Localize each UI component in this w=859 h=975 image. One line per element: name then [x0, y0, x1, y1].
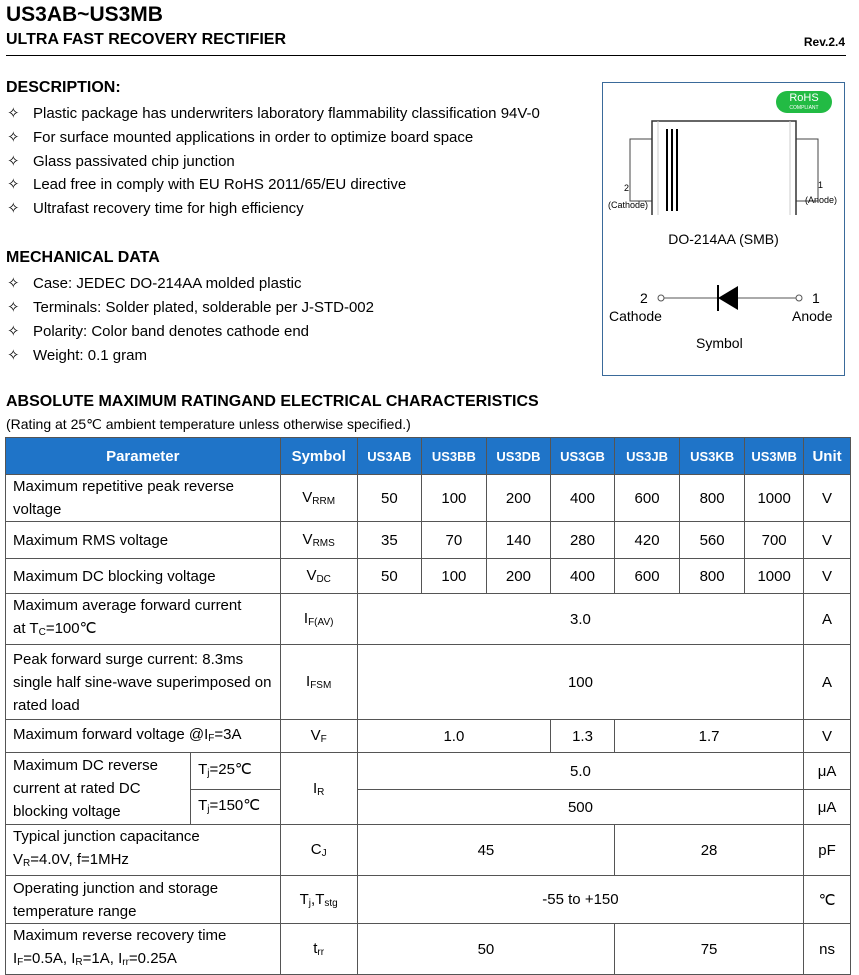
header-part: US3BB — [421, 438, 486, 475]
unit-cell: V — [804, 720, 851, 753]
param-cell: Maximum repetitive peak reverse voltage — [6, 475, 281, 522]
value-cell: 1000 — [745, 559, 804, 594]
unit-cell: μA — [804, 790, 851, 825]
unit-cell: ℃ — [804, 876, 851, 924]
value-cell: 560 — [680, 522, 745, 559]
unit-cell: A — [804, 594, 851, 645]
value-cell: 400 — [550, 559, 614, 594]
value-cell: -55 to +150 — [357, 876, 803, 924]
value-cell: 1.3 — [550, 720, 614, 753]
param-cell: Typical junction capacitance $V_R=4.0V$, f=1MHz — [6, 825, 281, 876]
mechanical-item: ✧ Weight: 0.1 gram — [7, 347, 147, 364]
value-cell: 400 — [550, 475, 614, 522]
symbol-cell: $T_j,T_{stg}$ — [280, 876, 357, 924]
symbol-cell: $C_J$ — [280, 825, 357, 876]
bullet-icon: ✧ — [7, 275, 20, 292]
symbol-cell: $I_{F(AV)}$ — [280, 594, 357, 645]
symbol-pin2-number: 2 — [640, 290, 648, 306]
param-cell: Maximum average forward current at $T_C=100℃$ — [6, 594, 281, 645]
table-row — [6, 924, 851, 975]
unit-cell: V — [804, 522, 851, 559]
condition-cell: $T_j=150℃$ — [191, 790, 280, 825]
value-cell: 800 — [680, 559, 745, 594]
mechanical-item: ✧ Polarity: Color band denotes cathode end — [7, 323, 310, 340]
header-part: US3GB — [550, 438, 614, 475]
bullet-icon: ✧ — [7, 299, 20, 316]
page-title: US3AB~US3MB — [6, 3, 163, 26]
description-item: ✧ For surface mounted applications in order to optimize board space — [7, 129, 474, 146]
pin1-name: (Anode) — [805, 195, 838, 205]
mechanical-item: ✧ Case: JEDEC DO-214AA molded plastic — [7, 275, 302, 292]
symbol-cell: $t_{rr}$ — [280, 924, 357, 975]
param-cell: Maximum DC reverse current at rated DC blocking voltage — [6, 753, 191, 825]
table-header-row — [6, 438, 851, 475]
value-cell: 28 — [615, 825, 804, 876]
unit-cell: A — [804, 645, 851, 720]
description-item: ✧ Plastic package has underwriters laboratory flammability classification 94V-0 — [7, 105, 540, 122]
description-item: ✧ Glass passivated chip junction — [7, 153, 235, 170]
package-name: DO-214AA (SMB) — [668, 231, 779, 247]
param-cell: Operating junction and storage temperature range — [6, 876, 281, 924]
bullet-icon: ✧ — [7, 200, 20, 217]
description-heading: DESCRIPTION: — [6, 79, 121, 96]
param-cell: Maximum RMS voltage — [6, 522, 281, 559]
table-row — [6, 645, 851, 720]
ratings-note: (Rating at 25℃ ambient temperature unless otherwise specified.) — [6, 416, 411, 432]
header-unit: Unit — [804, 438, 851, 475]
table-row — [6, 753, 851, 790]
header-divider — [6, 55, 846, 56]
table-row — [6, 594, 851, 645]
value-cell: 75 — [615, 924, 804, 975]
header-symbol: Symbol — [280, 438, 357, 475]
symbol-cell: $V_F$ — [280, 720, 357, 753]
value-cell: 700 — [745, 522, 804, 559]
symbol-cell: $V_{RRM}$ — [280, 475, 357, 522]
pin1-number: 1 — [818, 180, 824, 190]
description-item: ✧ Ultrafast recovery time for high efficiency — [7, 200, 304, 217]
table-row — [6, 475, 851, 522]
value-cell: 420 — [615, 522, 680, 559]
header-part: US3JB — [615, 438, 680, 475]
page-subtitle: ULTRA FAST RECOVERY RECTIFIER — [6, 31, 287, 48]
value-cell: 1.7 — [615, 720, 804, 753]
symbol-cell: $V_{RMS}$ — [280, 522, 357, 559]
unit-cell: μA — [804, 753, 851, 790]
bullet-icon: ✧ — [7, 105, 20, 122]
value-cell: 600 — [615, 475, 680, 522]
pin2-number: 2 — [624, 183, 630, 193]
symbol-cell: $I_R$ — [280, 753, 357, 825]
mechanical-heading: MECHANICAL DATA — [6, 249, 160, 266]
mechanical-item: ✧ Terminals: Solder plated, solderable per J-STD-002 — [7, 299, 374, 316]
description-item: ✧ Lead free in comply with EU RoHS 2011/65/EU directive — [7, 176, 407, 193]
value-cell: 35 — [357, 522, 421, 559]
header-part: US3AB — [357, 438, 421, 475]
bullet-icon: ✧ — [7, 153, 20, 170]
symbol-pin2-name: Cathode — [609, 308, 662, 324]
symbol-pin1-name: Anode — [792, 308, 833, 324]
symbol-label: Symbol — [696, 335, 743, 351]
value-cell: 50 — [357, 559, 421, 594]
symbol-pin1-number: 1 — [812, 290, 820, 306]
diode-symbol-icon — [655, 282, 805, 314]
value-cell: 1.0 — [357, 720, 550, 753]
header-part: US3KB — [680, 438, 745, 475]
value-cell: 200 — [486, 559, 550, 594]
bullet-icon: ✧ — [7, 347, 20, 364]
condition-cell: $T_j=25℃$ — [191, 753, 280, 790]
ratings-title: ABSOLUTE MAXIMUM RATINGAND ELECTRICAL CHARACTERISTICS — [6, 393, 539, 410]
ratings-table — [5, 437, 851, 975]
value-cell: 100 — [357, 645, 803, 720]
table-row — [6, 876, 851, 924]
value-cell: 800 — [680, 475, 745, 522]
value-cell: 70 — [421, 522, 486, 559]
value-cell: 140 — [486, 522, 550, 559]
value-cell: 500 — [357, 790, 803, 825]
header-parameter: Parameter — [6, 438, 281, 475]
rohs-badge: RoHS COMPLIANT — [776, 91, 832, 113]
header-part: US3DB — [486, 438, 550, 475]
value-cell: 3.0 — [357, 594, 803, 645]
param-cell: Maximum reverse recovery time $I_F=0.5A$, $I_R=1A$, $I_{rr}=0.25A$ — [6, 924, 281, 975]
unit-cell: V — [804, 475, 851, 522]
header-part: US3MB — [745, 438, 804, 475]
bullet-icon: ✧ — [7, 129, 20, 146]
value-cell: 5.0 — [357, 753, 803, 790]
symbol-cell: $V_{DC}$ — [280, 559, 357, 594]
bullet-icon: ✧ — [7, 176, 20, 193]
value-cell: 50 — [357, 475, 421, 522]
param-cell: Maximum DC blocking voltage — [6, 559, 281, 594]
param-cell: Peak forward surge current: 8.3ms single half sine-wave superimposed on rated load — [6, 645, 281, 720]
value-cell: 50 — [357, 924, 614, 975]
revision-label: Rev.2.4 — [803, 35, 845, 49]
bullet-icon: ✧ — [7, 323, 20, 340]
value-cell: 45 — [357, 825, 614, 876]
param-cell: Maximum forward voltage $@I_F=3A$ — [6, 720, 281, 753]
table-row — [6, 522, 851, 559]
unit-cell: pF — [804, 825, 851, 876]
pin2-name: (Cathode) — [608, 200, 649, 210]
symbol-cell: $I_{FSM}$ — [280, 645, 357, 720]
unit-cell: ns — [804, 924, 851, 975]
value-cell: 100 — [421, 559, 486, 594]
unit-cell: V — [804, 559, 851, 594]
value-cell: 1000 — [745, 475, 804, 522]
table-row — [6, 559, 851, 594]
table-row — [6, 825, 851, 876]
value-cell: 600 — [615, 559, 680, 594]
table-row — [6, 720, 851, 753]
value-cell: 100 — [421, 475, 486, 522]
value-cell: 200 — [486, 475, 550, 522]
value-cell: 280 — [550, 522, 614, 559]
